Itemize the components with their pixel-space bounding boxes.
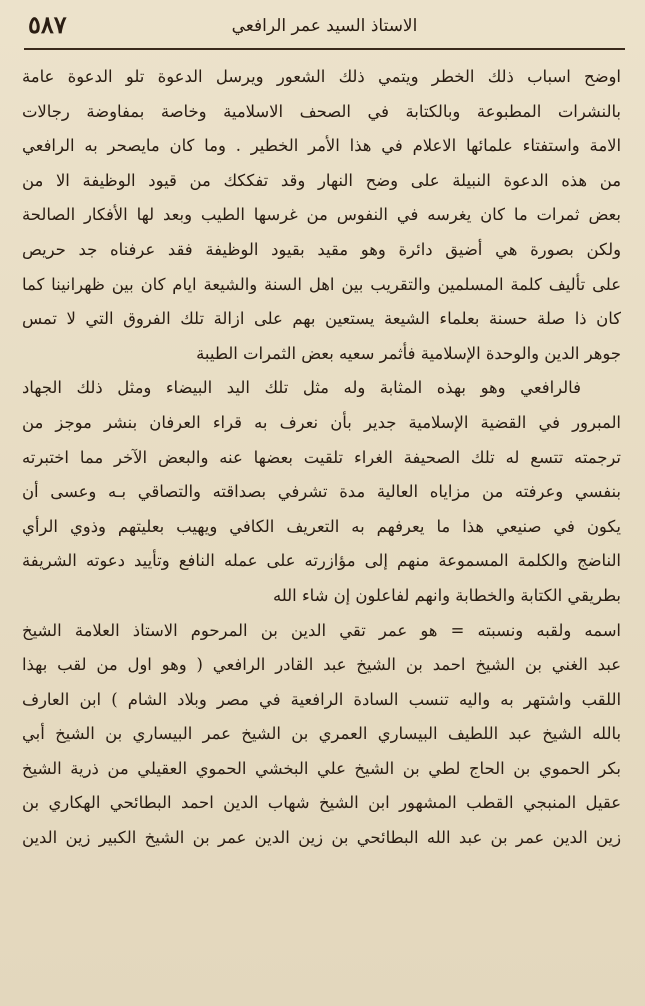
text-line: بنفسي وعرفته من مزاياه العالية مدة تشرفي بصداقته والتصاقي بـه وعسى أن [22, 482, 621, 502]
text-line: من هذه الدعوة النبيلة على وضح النهار وقد تفككك من قيود الوظيفة الا من [22, 170, 621, 190]
text-line: بكر الحموي بن الحاج لطي بن الشيخ علي البخشي الحموي العقيلي من ذرية الشيخ [22, 758, 621, 778]
page-header [24, 8, 625, 50]
page-number: ٥٨٧ [28, 10, 67, 39]
text-line: زين الدين عمر بن عبد الله البطائحي بن زين الدين عمر بن الشيخ الكبير زين الدين [22, 828, 621, 848]
text-line: ترجمته تتسع له تلك الصحيفة الغراء تلقيت بعضها عنه والبعض الآخر مما اختبرته [22, 447, 621, 467]
text-line: بالله الشيخ عبد اللطيف البيساري العمري بن الشيخ عمر البيساري بن الشيخ أبي [22, 724, 621, 744]
paragraph-end-line: بطريقي الكتابة والخطابة وانهم لفاعلون إن شاء الله [272, 585, 621, 605]
paragraph-end-line: جوهر الدين والوحدة الإسلامية فأثمر سعيه بعض الثمرات الطيبة [196, 343, 621, 363]
text-line: ولكن بصورة هي أضيق دائرة وهو مقيد بقيود الوظيفة فقد عرفناه جد حريص [22, 239, 621, 259]
text-line: عبد الغني بن الشيخ احمد بن الشيخ عبد القادر الرافعي ( وهو اول من لقب بهذا [22, 655, 621, 675]
text-line: بعض ثمرات ما كان يغرسه في النفوس من غرسها الطيب وبعد لها الأفكار الصالحة [22, 205, 621, 225]
text-line: كان ذا صلة حسنة بعلماء الشيعة يستعين بهم على ازالة تلك الفروق التي لا تمس [22, 309, 621, 329]
text-line: اللقب واشتهر به واليه تنسب السادة الرافعية في مصر وبلاد الشام ) ابن العارف [22, 689, 621, 709]
text-line: يكون في صنيعي هذا ما يعرفهم به التعريف الكافي ويهيب بعليتهم وذوي الرأي [22, 516, 621, 536]
text-line: على تأليف كلمة المسلمين والتقريب بين اهل السنة والشيعة ايام كان بين ظهرانينا كما [22, 274, 621, 294]
article-body [22, 60, 621, 856]
text-line: المبرور في القضية الإسلامية جدير بأن نعرف به قراء العرفان بنشر موجز من [22, 412, 621, 432]
paragraph-start-line: فالرافعي وهو بهذه المثابة وله مثل تلك اليد البيضاء ومثل ذلك الجهاد [22, 378, 581, 398]
text-line: الناضج والكلمة المسموعة منهم إلى مؤازرته على عمله النافع وتأييد دعوته الشريفة [22, 551, 621, 571]
text-line: الامة واستفتاء علمائها الاعلام في هذا الأمر الخطير . وما كان مايصحر به الرافعي [22, 136, 621, 156]
running-title: الاستاذ السيد عمر الرافعي [231, 16, 418, 36]
text-line: عقيل المنبجي القطب المشهور ابن الشيخ شهاب الدين احمد البطائحي الهكاري بن [22, 793, 621, 813]
text-line: بالنشرات المطبوعة وبالكتابة في الصحف الاسلامية وخاصة بمفاوضة رجالات [22, 101, 621, 121]
section-heading-line: اسمه ولقبه ونسبته = هو عمر تقي الدين بن المرحوم الاستاذ العلامة الشيخ [22, 620, 621, 640]
text-line: اوضح اسباب ذلك الخطر ويتمي ذلك الشعور ويرسل الدعوة تلو الدعوة عامة [22, 67, 621, 86]
